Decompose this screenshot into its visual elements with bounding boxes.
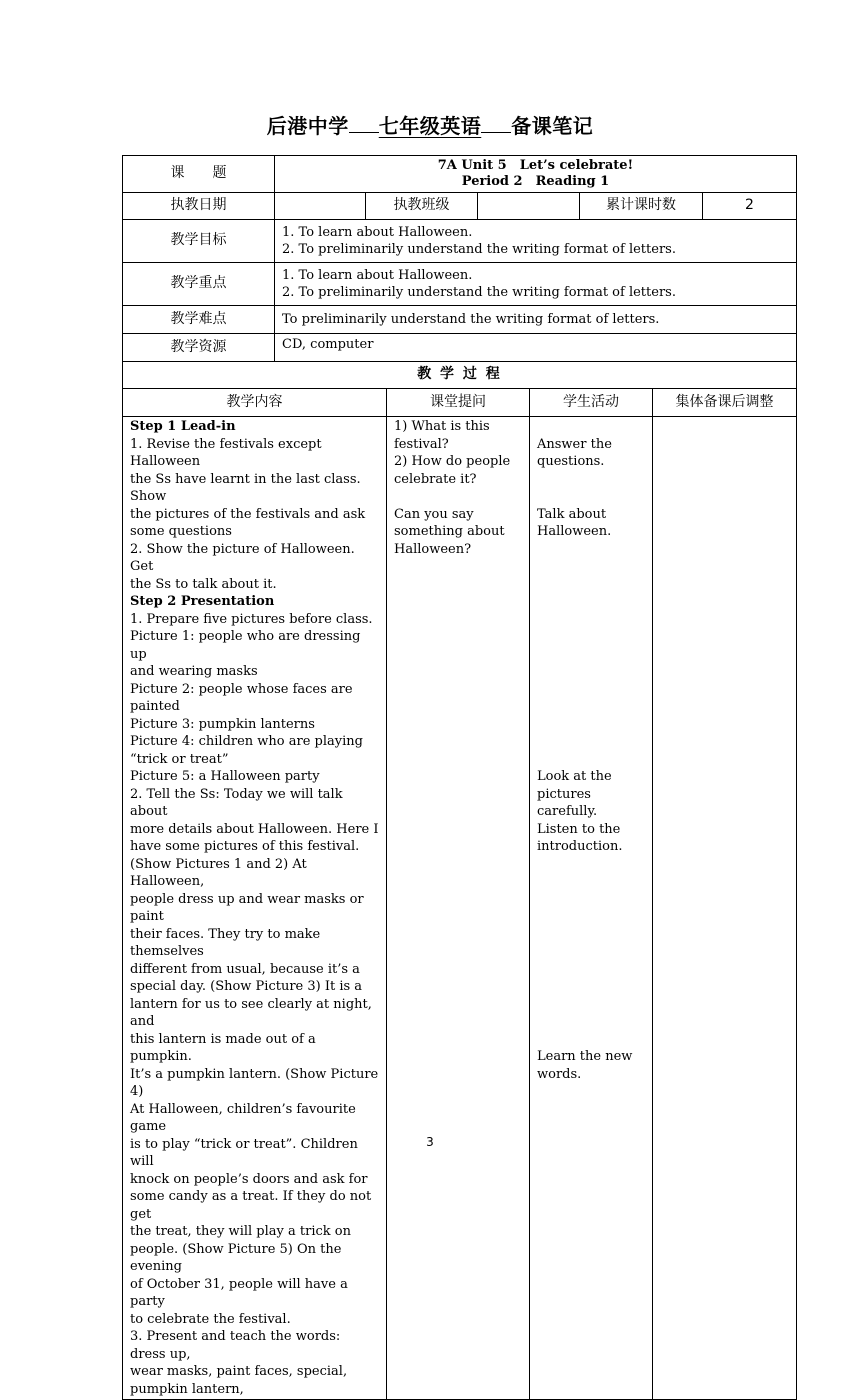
text-line [537, 716, 645, 734]
text-line: 2. Tell the Ss: Today we will talk about [130, 786, 343, 819]
text-line: 2) How do people [394, 454, 511, 469]
text-line [537, 576, 645, 594]
text-line [537, 926, 645, 944]
text-line: Listen to the [537, 821, 621, 837]
resources-value: CD, computer [275, 334, 797, 362]
text-line: pictures [537, 786, 591, 802]
text-line [537, 908, 645, 926]
key-label: 教学重点 [123, 263, 275, 306]
text-line [394, 488, 522, 506]
text-line: Picture 4: children who are playing [130, 734, 363, 749]
topic-label: 课 题 [123, 156, 275, 193]
text-line [537, 611, 645, 629]
difficulty-label: 教学难点 [123, 306, 275, 334]
text-line: questions. [537, 454, 605, 469]
text-line: (Show Pictures 1 and 2) At Halloween, [130, 856, 307, 889]
title-blank [349, 114, 379, 133]
text-line [537, 698, 645, 716]
class-label: 执教班级 [366, 193, 478, 220]
text-line: 3. Present and teach the words: dress up, [130, 1329, 341, 1362]
goals-label: 教学目标 [123, 220, 275, 263]
text-line: is to play “trick or treat”. Children will [130, 1136, 358, 1169]
text-line [537, 751, 645, 769]
text-line: lantern for us to see clearly at night, and [130, 996, 372, 1029]
text-line [537, 1031, 645, 1049]
text-line [537, 628, 645, 646]
topic-line-1: 7A Unit 5 Let’s celebrate! [437, 158, 634, 173]
text-line: It’s a pumpkin lantern. (Show Picture 4) [130, 1066, 379, 1099]
text-line: Step 1 Lead-in [130, 419, 236, 434]
text-line [537, 943, 645, 961]
text-line: 1. Prepare five pictures before class. [130, 611, 373, 627]
text-line: people. (Show Picture 5) On the evening [130, 1241, 342, 1274]
text-line: something about [394, 524, 505, 539]
text-line [537, 996, 645, 1014]
column-header-activities: 学生活动 [530, 389, 653, 417]
text-line: Answer the [537, 436, 612, 452]
text-line: of October 31, people will have a party [130, 1276, 348, 1309]
title-blank [481, 114, 511, 133]
text-line: have some pictures of this festival. [130, 839, 360, 854]
page-number: 3 [426, 1135, 434, 1149]
text-line: some questions [130, 524, 232, 539]
column-header-questions: 课堂提问 [387, 389, 530, 417]
text-line: Talk about [537, 506, 607, 522]
text-line: pumpkin lantern, [130, 1381, 244, 1397]
text-line [537, 856, 645, 874]
text-line: 1. Revise the festivals except Halloween [130, 436, 322, 469]
questions-cell [387, 417, 530, 1400]
text-line: Picture 3: pumpkin lanterns [130, 716, 315, 732]
text-line: wear masks, paint faces, special, [130, 1364, 348, 1379]
hours-value: 2 [703, 193, 797, 220]
text-line: celebrate it? [394, 471, 477, 487]
text-line [537, 558, 645, 576]
text-line: At Halloween, children’s favourite game [130, 1101, 356, 1134]
text-line [537, 488, 645, 506]
text-line [537, 681, 645, 699]
topic-value [275, 156, 797, 193]
text-line [537, 471, 645, 489]
text-line [537, 891, 645, 909]
topic-line-2: Period 2 Reading 1 [461, 174, 610, 189]
goals-value [275, 220, 797, 263]
text-line: Learn the new [537, 1049, 633, 1064]
goal-item: 2. To preliminarily understand the writing format of letters. [282, 242, 676, 257]
text-line: “trick or treat” [130, 751, 229, 767]
text-line: the Ss to talk about it. [130, 576, 277, 592]
text-line: some candy as a treat. If they do not get [130, 1189, 372, 1222]
text-line: 2. Show the picture of Halloween. Get [130, 541, 355, 574]
text-line: special day. (Show Picture 3) It is a [130, 979, 363, 994]
text-line [537, 733, 645, 751]
key-value [275, 263, 797, 306]
text-line [537, 873, 645, 891]
date-value [275, 193, 366, 220]
goal-item: 1. To learn about Halloween. [282, 224, 473, 240]
text-line: Step 2 Presentation [130, 594, 275, 609]
text-line [537, 663, 645, 681]
resources-label: 教学资源 [123, 334, 275, 362]
adjustments-cell [653, 417, 797, 1400]
text-line: painted [130, 699, 180, 714]
student-activities-cell [530, 417, 653, 1400]
text-line: the pictures of the festivals and ask [130, 506, 366, 522]
hours-label: 累计课时数 [580, 193, 703, 220]
text-line: knock on people’s doors and ask for [130, 1171, 368, 1187]
title-school: 后港中学 [266, 114, 349, 138]
text-line: Picture 5: a Halloween party [130, 769, 320, 784]
title-notes: 备课笔记 [511, 114, 594, 138]
text-line: festival? [394, 436, 449, 452]
text-line: 1) What is this [394, 419, 490, 434]
text-line: people dress up and wear masks or paint [130, 891, 364, 924]
text-line: Look at the [537, 769, 612, 784]
text-line: Halloween. [537, 524, 612, 539]
text-line: this lantern is made out of a pumpkin. [130, 1031, 316, 1064]
text-line [537, 1013, 645, 1031]
text-line: Can you say [394, 506, 474, 522]
text-line: the Ss have learnt in the last class. Show [130, 471, 361, 504]
text-line: more details about Halloween. Here I [130, 821, 379, 837]
text-line [537, 418, 645, 436]
text-line: the treat, they will play a trick on [130, 1224, 351, 1239]
text-line: words. [537, 1066, 582, 1082]
text-line [537, 541, 645, 559]
lesson-info-table [122, 155, 797, 389]
column-header-content: 教学内容 [123, 389, 387, 417]
column-header-adjustments: 集体备课后调整 [653, 389, 797, 417]
text-line: to celebrate the festival. [130, 1311, 291, 1327]
date-label: 执教日期 [123, 193, 275, 220]
difficulty-value: To preliminarily understand the writing format of letters. [275, 306, 797, 334]
page-title [0, 110, 860, 139]
text-line [537, 593, 645, 611]
text-line: their faces. They try to make themselves [130, 926, 321, 959]
text-line: and wearing masks [130, 664, 258, 679]
text-line: introduction. [537, 839, 623, 854]
text-line: Picture 2: people whose faces are [130, 681, 353, 697]
class-value [478, 193, 580, 220]
text-line: Halloween? [394, 541, 472, 557]
teaching-content-cell [123, 417, 387, 1400]
text-line: Picture 1: people who are dressing up [130, 629, 361, 662]
process-table [122, 388, 797, 1400]
key-item: 1. To learn about Halloween. [282, 267, 473, 283]
text-line [537, 961, 645, 979]
key-item: 2. To preliminarily understand the writing format of letters. [282, 285, 676, 300]
process-title: 教 学 过 程 [123, 362, 797, 389]
text-line [537, 646, 645, 664]
title-subject: 七年级英语 [378, 114, 482, 138]
text-line: different from usual, because it’s a [130, 961, 360, 977]
text-line [537, 978, 645, 996]
text-line: carefully. [537, 804, 598, 819]
